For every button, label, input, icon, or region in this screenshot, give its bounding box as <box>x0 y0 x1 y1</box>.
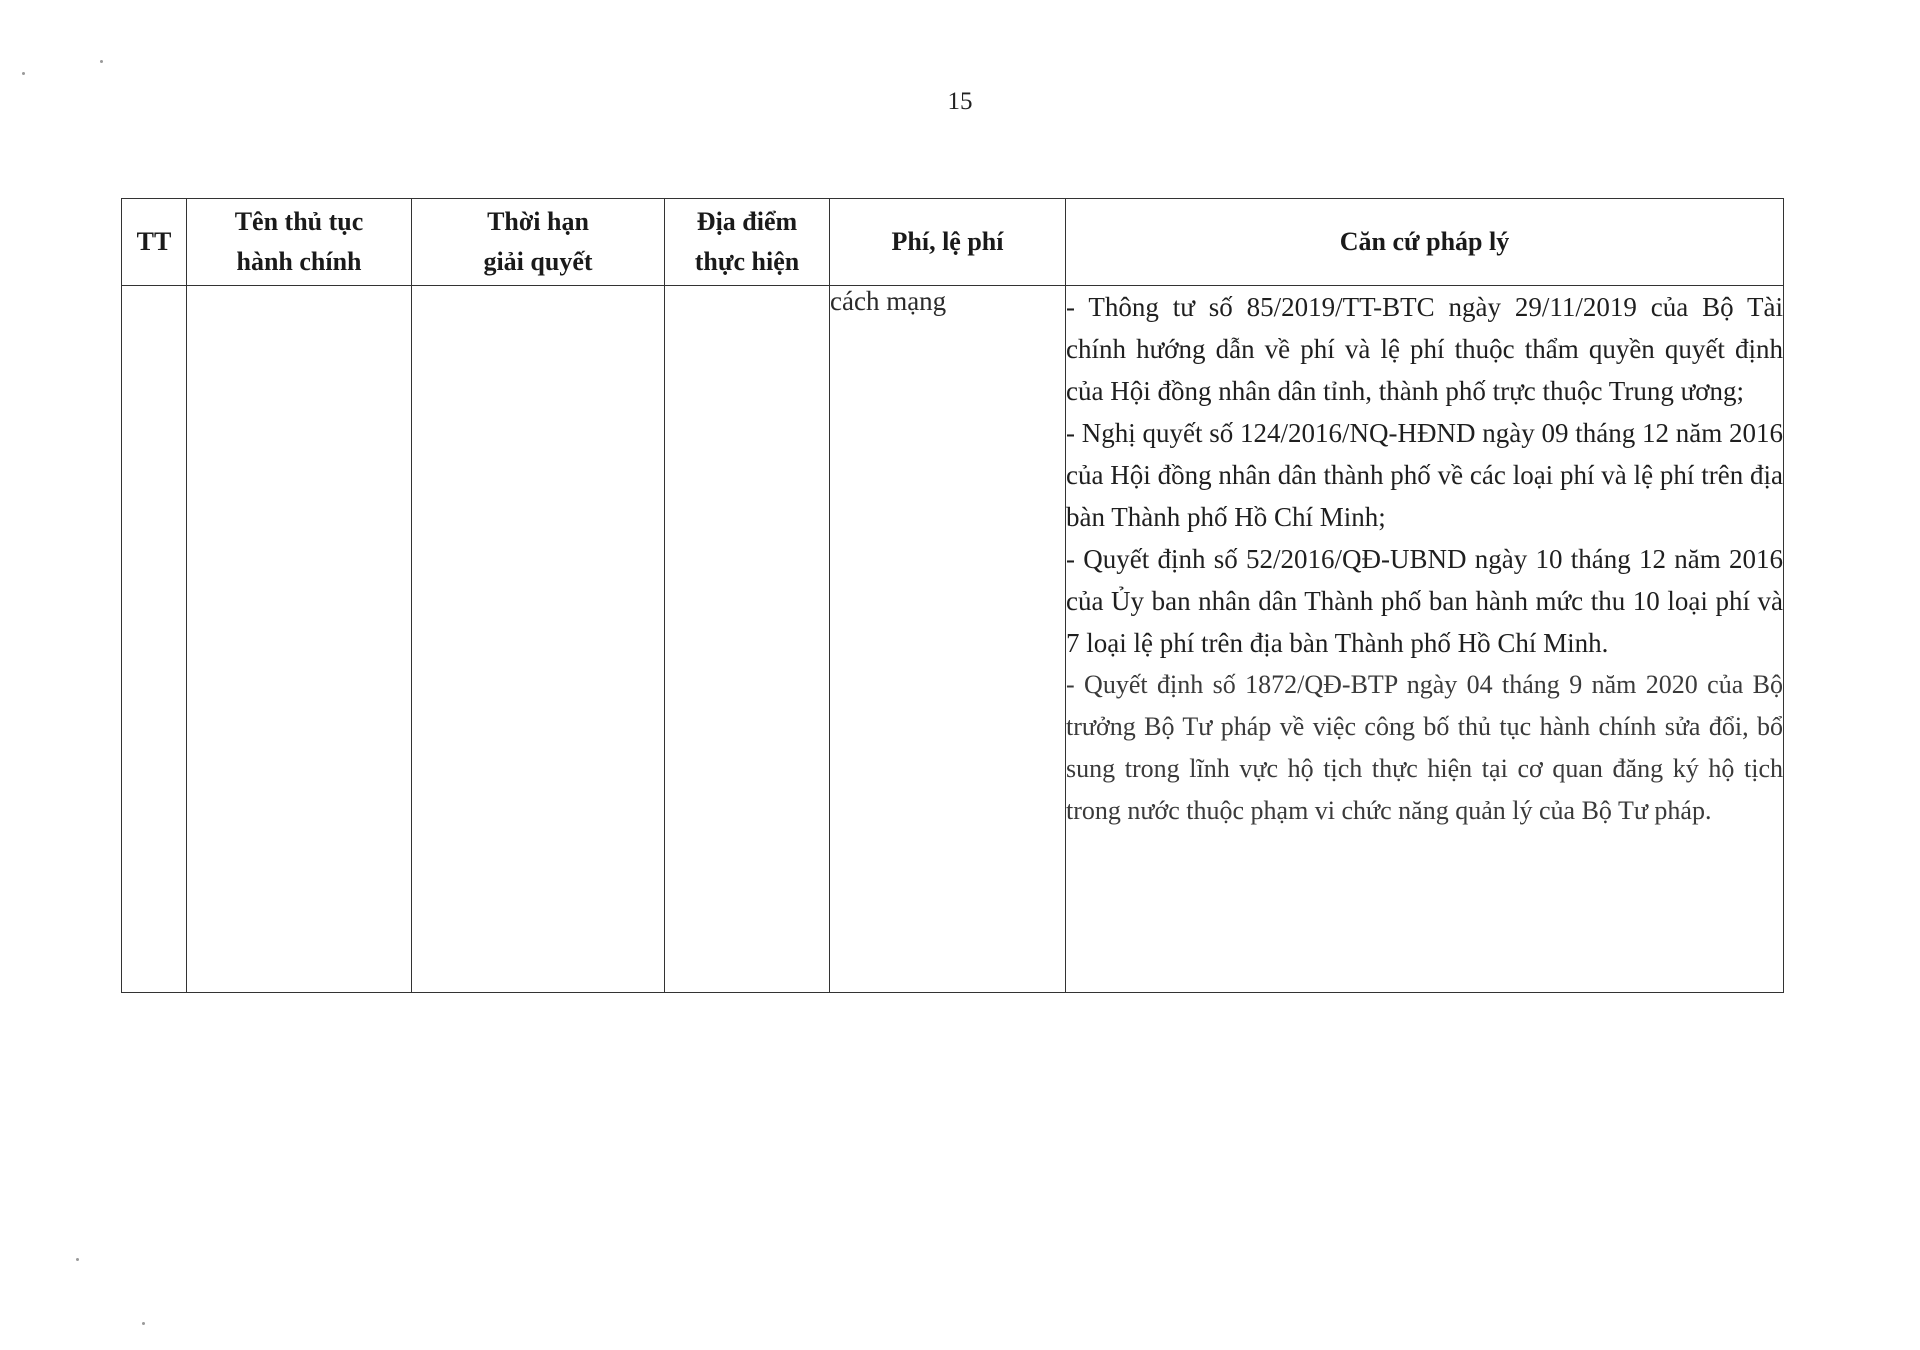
header-location: Địa điểm thực hiện <box>665 199 830 286</box>
header-time-limit: Thời hạn giải quyết <box>412 199 665 286</box>
scan-speck <box>22 72 25 75</box>
header-fees: Phí, lệ phí <box>830 199 1066 286</box>
cell-fees: cách mạng <box>830 286 1066 993</box>
scan-speck <box>142 1322 145 1325</box>
cell-procedure-name <box>187 286 412 993</box>
cell-location <box>665 286 830 993</box>
header-legal-basis: Căn cứ pháp lý <box>1066 199 1784 286</box>
page-number: 15 <box>947 88 973 115</box>
scan-speck <box>76 1258 79 1261</box>
legal-basis-item: - Quyết định số 52/2016/QĐ-UBND ngày 10 tháng 12 năm 2016 của Ủy ban nhân dân Thành phố ban hành mức thu 10 loại phí và 7 loại lệ phí trên địa bàn Thành phố Hồ Chí Minh. <box>1066 544 1783 658</box>
header-tt: TT <box>122 199 187 286</box>
legal-basis-item: - Thông tư số 85/2019/TT-BTC ngày 29/11/2019 của Bộ Tài chính hướng dẫn về phí và lệ phí thuộc thẩm quyền quyết định của Hội đồng nhân dân tỉnh, thành phố trực thuộc Trung ương; <box>1066 292 1783 406</box>
legal-basis-item: - Quyết định số 1872/QĐ-BTP ngày 04 tháng 9 năm 2020 của Bộ trưởng Bộ Tư pháp về việc công bố thủ tục hành chính sửa đổi, bổ sung trong lĩnh vực hộ tịch thực hiện tại cơ quan đăng ký hộ tịch trong nước thuộc phạm vi chức năng quản lý của Bộ Tư pháp. <box>1066 670 1783 825</box>
cell-tt <box>122 286 187 993</box>
table-row <box>122 286 1784 993</box>
procedure-table <box>121 198 1784 993</box>
cell-time-limit <box>412 286 665 993</box>
table-header-row <box>122 199 1784 286</box>
header-procedure-name: Tên thủ tục hành chính <box>187 199 412 286</box>
cell-legal-basis <box>1066 286 1784 993</box>
scan-speck <box>100 60 103 63</box>
legal-basis-item: - Nghị quyết số 124/2016/NQ-HĐND ngày 09 tháng 12 năm 2016 của Hội đồng nhân dân thành phố về các loại phí và lệ phí trên địa bàn Thành phố Hồ Chí Minh; <box>1066 418 1783 532</box>
